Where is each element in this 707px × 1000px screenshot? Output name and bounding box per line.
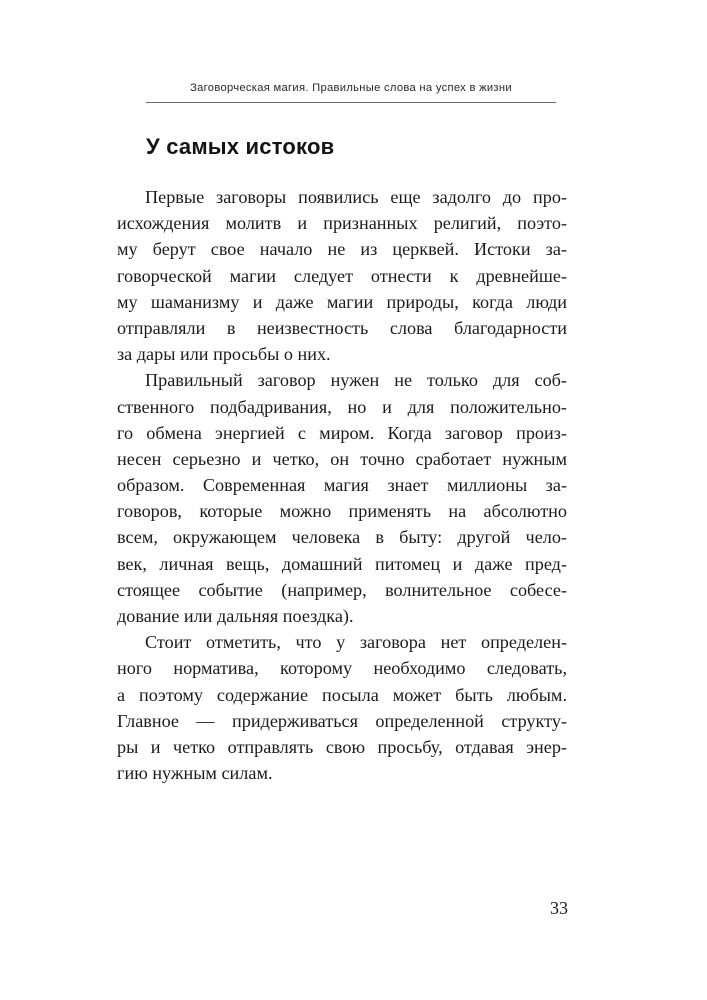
text-line: Стоит отметить, что у заговора нет определен- bbox=[145, 632, 567, 653]
text-line: му берут свое начало не из церквей. Истоки за- bbox=[117, 239, 567, 260]
paragraph bbox=[117, 367, 567, 629]
text-line: гию нужным силам. bbox=[117, 763, 273, 784]
text-line: ственного подбадривания, но и для положительно- bbox=[117, 396, 567, 417]
text-line: говоров, которые можно применять на абсолютно bbox=[117, 501, 567, 522]
text-line: ры и четко отправлять свою просьбу, отдавая энер- bbox=[117, 736, 567, 757]
paragraph bbox=[117, 629, 567, 786]
running-header: Заговорческая магия. Правильные слова на успех в жизни bbox=[190, 82, 512, 94]
text-line: стоящее событие (например, волнительное собесе- bbox=[117, 579, 567, 600]
text-line: век, личная вещь, домашний питомец и даже пред- bbox=[117, 553, 567, 574]
text-line: Правильный заговор нужен не только для соб- bbox=[145, 370, 567, 391]
text-line: несен серьезно и четко, он точно сработает нужным bbox=[117, 448, 567, 469]
header-rule bbox=[146, 102, 556, 103]
chapter-title: У самых истоков bbox=[146, 134, 335, 159]
text-line: говорческой магии следует отнести к древнейше- bbox=[117, 265, 567, 286]
text-line: му шаманизму и даже магии природы, когда люди bbox=[117, 291, 567, 312]
text-line: го обмена энергией с миром. Когда заговор произ- bbox=[117, 422, 567, 443]
text-line: а поэтому содержание посыла может быть любым. bbox=[117, 684, 567, 705]
text-line: всем, окружающем человека в быту: другой чело- bbox=[117, 527, 567, 548]
page-number: 33 bbox=[550, 898, 568, 918]
text-line: отправляли в неизвестность слова благодарности bbox=[117, 317, 567, 338]
text-line: Главное — придерживаться определенной структу- bbox=[117, 710, 567, 731]
text-line: исхождения молитв и признанных религий, поэто- bbox=[117, 213, 567, 234]
text-line: ного норматива, которому необходимо следовать, bbox=[117, 658, 567, 679]
text-line: Первые заговоры появились еще задолго до про- bbox=[145, 187, 567, 207]
text-line: образом. Современная магия знает миллионы за- bbox=[117, 475, 567, 496]
body-text bbox=[117, 184, 567, 786]
text-line: за дары или просьбы о них. bbox=[117, 344, 331, 365]
paragraph bbox=[117, 184, 567, 367]
text-line: дование или дальняя поездка). bbox=[117, 606, 354, 626]
